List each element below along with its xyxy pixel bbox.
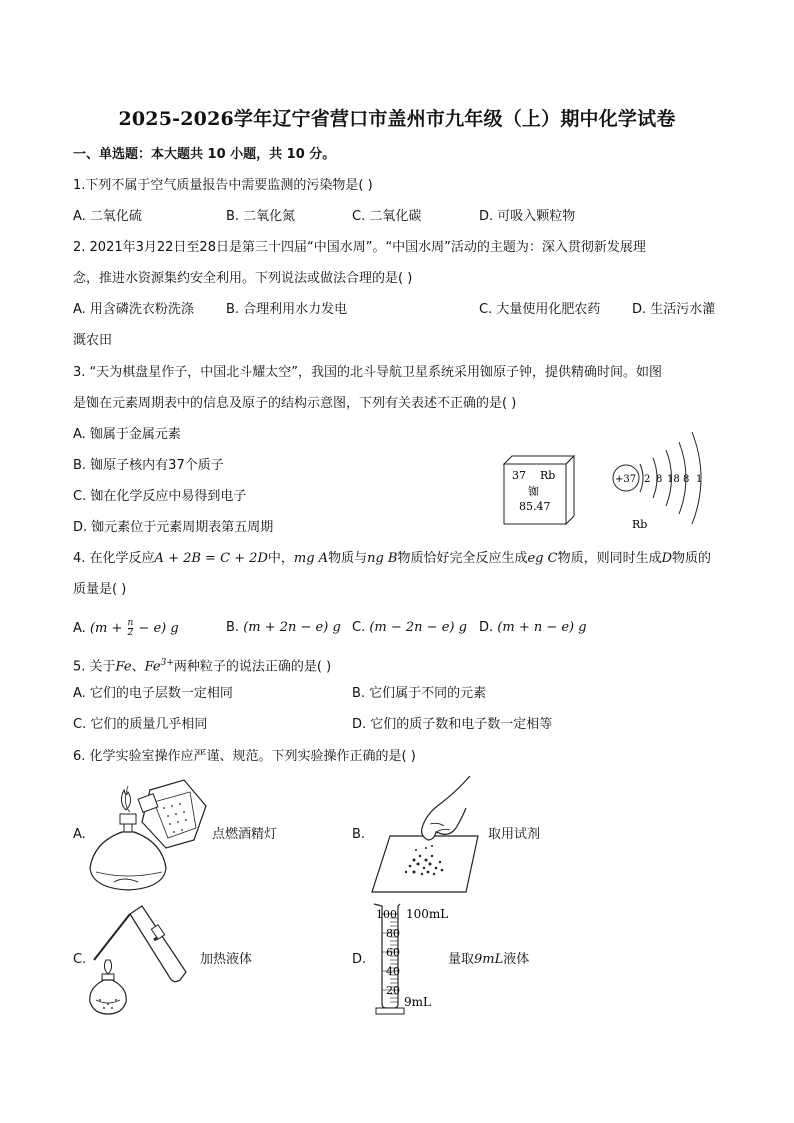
- q4-option-c[interactable]: C. (m − 2n − e) g: [352, 620, 467, 635]
- cylinder-top-label: 100mL: [406, 907, 449, 921]
- q5-option-d[interactable]: D. 它们的质子数和电子数一定相等: [352, 717, 553, 732]
- q6-option-d-label: 量取9mL液体: [448, 952, 530, 967]
- shell-5-electrons: 1: [696, 474, 703, 485]
- cylinder-tick-60: 60: [386, 946, 400, 959]
- q3-option-a[interactable]: A. 铷属于金属元素: [73, 427, 181, 442]
- question-1-stem: 1.下列不属于空气质量报告中需要监测的污染物是( ): [73, 178, 373, 193]
- q2-option-a[interactable]: A. 用含磷洗衣粉洗涤: [73, 302, 194, 317]
- element-card-figure: [504, 448, 584, 524]
- q6-option-d-letter[interactable]: D.: [352, 952, 367, 967]
- q4-option-a[interactable]: A. (m + $\frac{n}{2}$ − e) g: [73, 618, 179, 638]
- alcohol-lamp-lighting-figure: [84, 776, 212, 894]
- question-3-stem-line2: 是铷在元素周期表中的信息及原子的结构示意图，下列有关表述不正确的是( ): [73, 396, 517, 411]
- atom-label: Rb: [632, 518, 648, 531]
- q6-option-c-label: 加热液体: [200, 952, 253, 967]
- element-symbol: Rb: [540, 469, 556, 482]
- q4-option-d[interactable]: D. (m + n − e) g: [479, 620, 587, 635]
- q5-option-c[interactable]: C. 它们的质量几乎相同: [73, 717, 208, 732]
- q2-option-d-continued: 溉农田: [73, 333, 113, 348]
- q6-option-b-letter[interactable]: B.: [352, 827, 366, 842]
- question-4-stem-line2: 质量是( ): [73, 582, 127, 597]
- q1-option-c[interactable]: C. 二氧化碳: [352, 209, 422, 224]
- element-atomic-number: 37: [512, 469, 526, 482]
- question-2-stem-line1: 2. 2021年3月22日至28日是第三十四届“中国水周”。“中国水周”活动的主题为：深入贯彻新发展理: [73, 240, 646, 255]
- q3-option-b[interactable]: B. 铷原子核内有37个质子: [73, 458, 224, 473]
- shell-1-electrons: 2: [644, 474, 651, 485]
- cylinder-tick-20: 20: [386, 984, 400, 997]
- shell-2-electrons: 8: [656, 474, 663, 485]
- q4-equation: A + 2B = C + 2D: [154, 551, 268, 566]
- section-heading: 一、单选题：本大题共 10 小题，共 10 分。: [73, 147, 336, 162]
- cylinder-tick-80: 80: [386, 927, 400, 940]
- heating-liquid-figure: [84, 900, 196, 1018]
- q6-option-b-label: 取用试剂: [488, 827, 541, 842]
- q2-option-c[interactable]: C. 大量使用化肥农药: [479, 302, 601, 317]
- question-5-stem: 5. 关于Fe、$Fe^{3+}$两种粒子的说法正确的是( ): [73, 658, 332, 675]
- q5-option-b[interactable]: B. 它们属于不同的元素: [352, 686, 487, 701]
- element-mass: 85.47: [519, 500, 551, 513]
- q3-option-d[interactable]: D. 铷元素位于元素周期表第五周期: [73, 520, 274, 535]
- question-4-stem-line1: 4. 在化学反应A + 2B = C + 2D中，mg A物质与ng B物质恰好完全反应生成eg C物质，则同时生成D物质的: [73, 551, 712, 566]
- taking-reagent-figure: [370, 774, 488, 894]
- shell-3-electrons: 18: [667, 474, 680, 485]
- graduated-cylinder-figure: [372, 900, 449, 1018]
- q2-option-d[interactable]: D. 生活污水灌: [632, 302, 716, 317]
- cylinder-tick-100: 100: [376, 908, 397, 921]
- cylinder-tick-40: 40: [386, 965, 400, 978]
- atom-structure-figure: [606, 424, 716, 536]
- q2-option-b[interactable]: B. 合理利用水力发电: [226, 302, 348, 317]
- q6-option-c-letter[interactable]: C.: [73, 952, 87, 967]
- q1-option-b[interactable]: B. 二氧化氮: [226, 209, 296, 224]
- cylinder-bottom-label: 9mL: [404, 995, 431, 1009]
- question-3-stem-line1: 3. “天为棋盘星作子，中国北斗耀太空”，我国的北斗导航卫星系统采用铷原子钟，提供精确时间。如图: [73, 365, 663, 380]
- q1-option-a[interactable]: A. 二氧化硫: [73, 209, 142, 224]
- atom-nucleus: +37: [615, 474, 637, 485]
- shell-4-electrons: 8: [683, 474, 690, 485]
- q6-option-a-letter[interactable]: A.: [73, 827, 86, 842]
- page-title: 2025-2026学年辽宁省营口市盖州市九年级（上）期中化学试卷: [118, 108, 676, 130]
- element-name: 铷: [528, 485, 539, 498]
- q1-option-d[interactable]: D. 可吸入颗粒物: [479, 209, 576, 224]
- question-6-stem: 6. 化学实验室操作应严谨、规范。下列实验操作正确的是( ): [73, 749, 416, 764]
- q5-option-a[interactable]: A. 它们的电子层数一定相同: [73, 686, 233, 701]
- question-2-stem-line2: 念，推进水资源集约安全利用。下列说法或做法合理的是( ): [73, 271, 413, 286]
- q4-option-b[interactable]: B. (m + 2n − e) g: [226, 620, 341, 635]
- q3-option-c[interactable]: C. 铷在化学反应中易得到电子: [73, 489, 247, 504]
- q6-option-a-label: 点燃酒精灯: [212, 827, 278, 842]
